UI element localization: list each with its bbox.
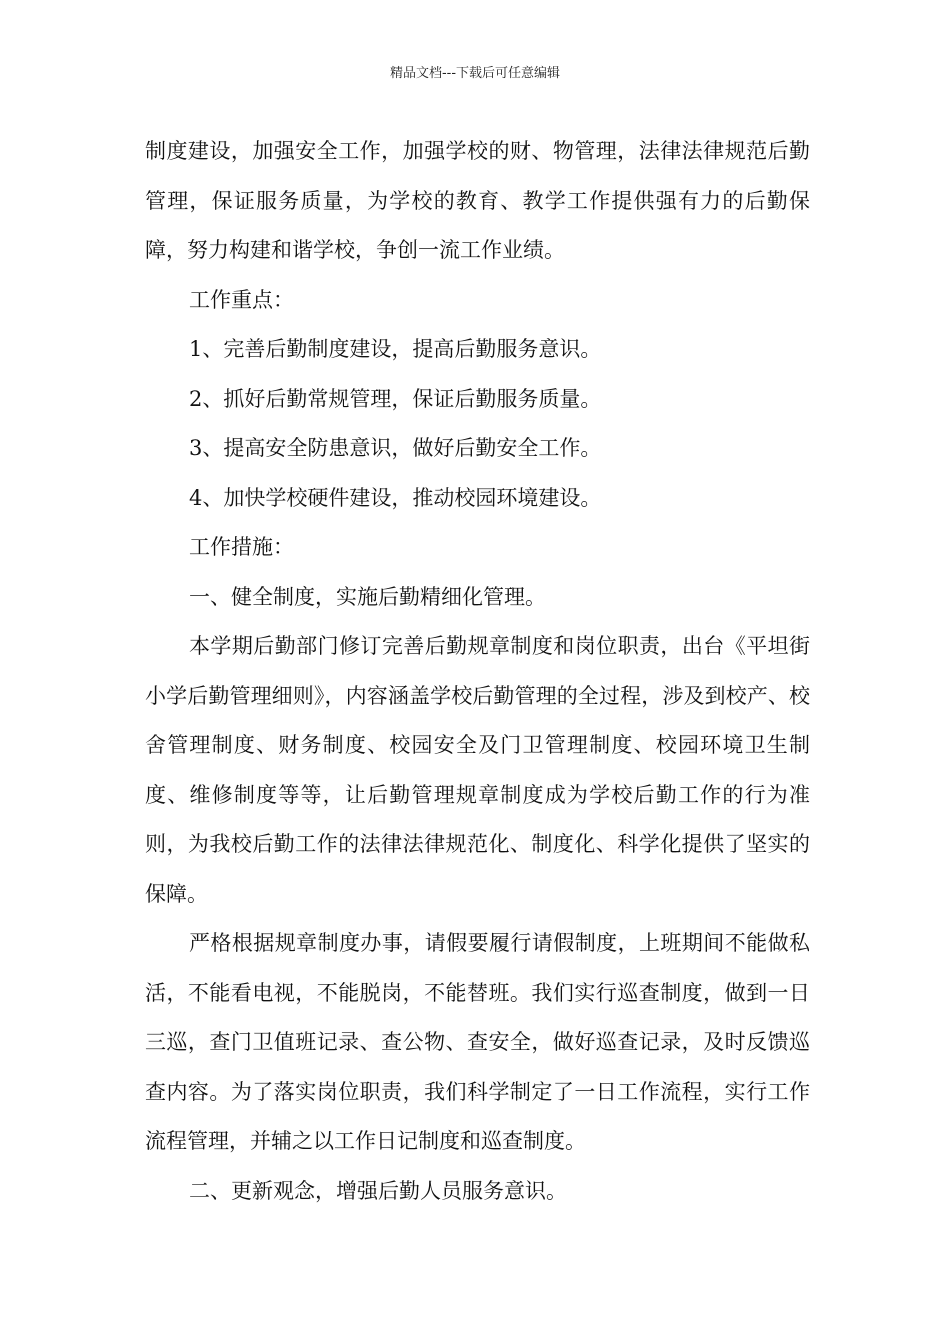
list-item-focus-4: 4、加快学校硬件建设，推动校园环境建设。 [189, 485, 602, 510]
paragraph-intro: 制度建设，加强安全工作，加强学校的财、物管理，法律法律规范后勤管理，保证服务质量，为学校的教育、教学工作提供强有力的后勤保障，努力构建和谐学校，争创一流工作业绩。 [145, 139, 810, 262]
section-heading-1: 一、健全制度，实施后勤精细化管理。 [189, 584, 546, 609]
section-heading-2: 二、更新观念，增强后勤人员服务意识。 [189, 1178, 567, 1203]
paragraph-rules: 本学期后勤部门修订完善后勤规章制度和岗位职责，出台《平坦街小学后勤管理细则》，内容涵盖学校后勤管理的全过程，涉及到校产、校舍管理制度、财务制度、校园安全及门卫管理制度、校园环境卫生制度、维修制度等等，让后勤管理规章制度成为学校后勤工作的行为准则，为我校后勤工作的法律法律规范化、制度化、科学化提供了坚实的保障。 [145, 634, 810, 906]
list-item-focus-1: 1、完善后勤制度建设，提高后勤服务意识。 [189, 337, 602, 361]
paragraph-inspection: 严格根据规章制度办事，请假要履行请假制度，上班期间不能做私活，不能看电视，不能脱岗，不能替班。我们实行巡查制度，做到一日三巡，查门卫值班记录、查公物、查安全，做好巡查记录，及时反馈巡查内容。为了落实岗位职责，我们科学制定了一日工作流程，实行工作流程管理，并辅之以工作日记制度和巡查制度。 [145, 931, 810, 1153]
document-body [145, 127, 810, 1216]
list-item-focus-2: 2、抓好后勤常规管理，保证后勤服务质量。 [189, 386, 602, 411]
page-header: 精品文档---下载后可任意编辑 [389, 66, 561, 81]
heading-work-measures: 工作措施： [189, 535, 294, 559]
list-item-focus-3: 3、提高安全防患意识，做好后勤安全工作。 [189, 436, 602, 460]
heading-work-focus: 工作重点： [189, 287, 294, 312]
